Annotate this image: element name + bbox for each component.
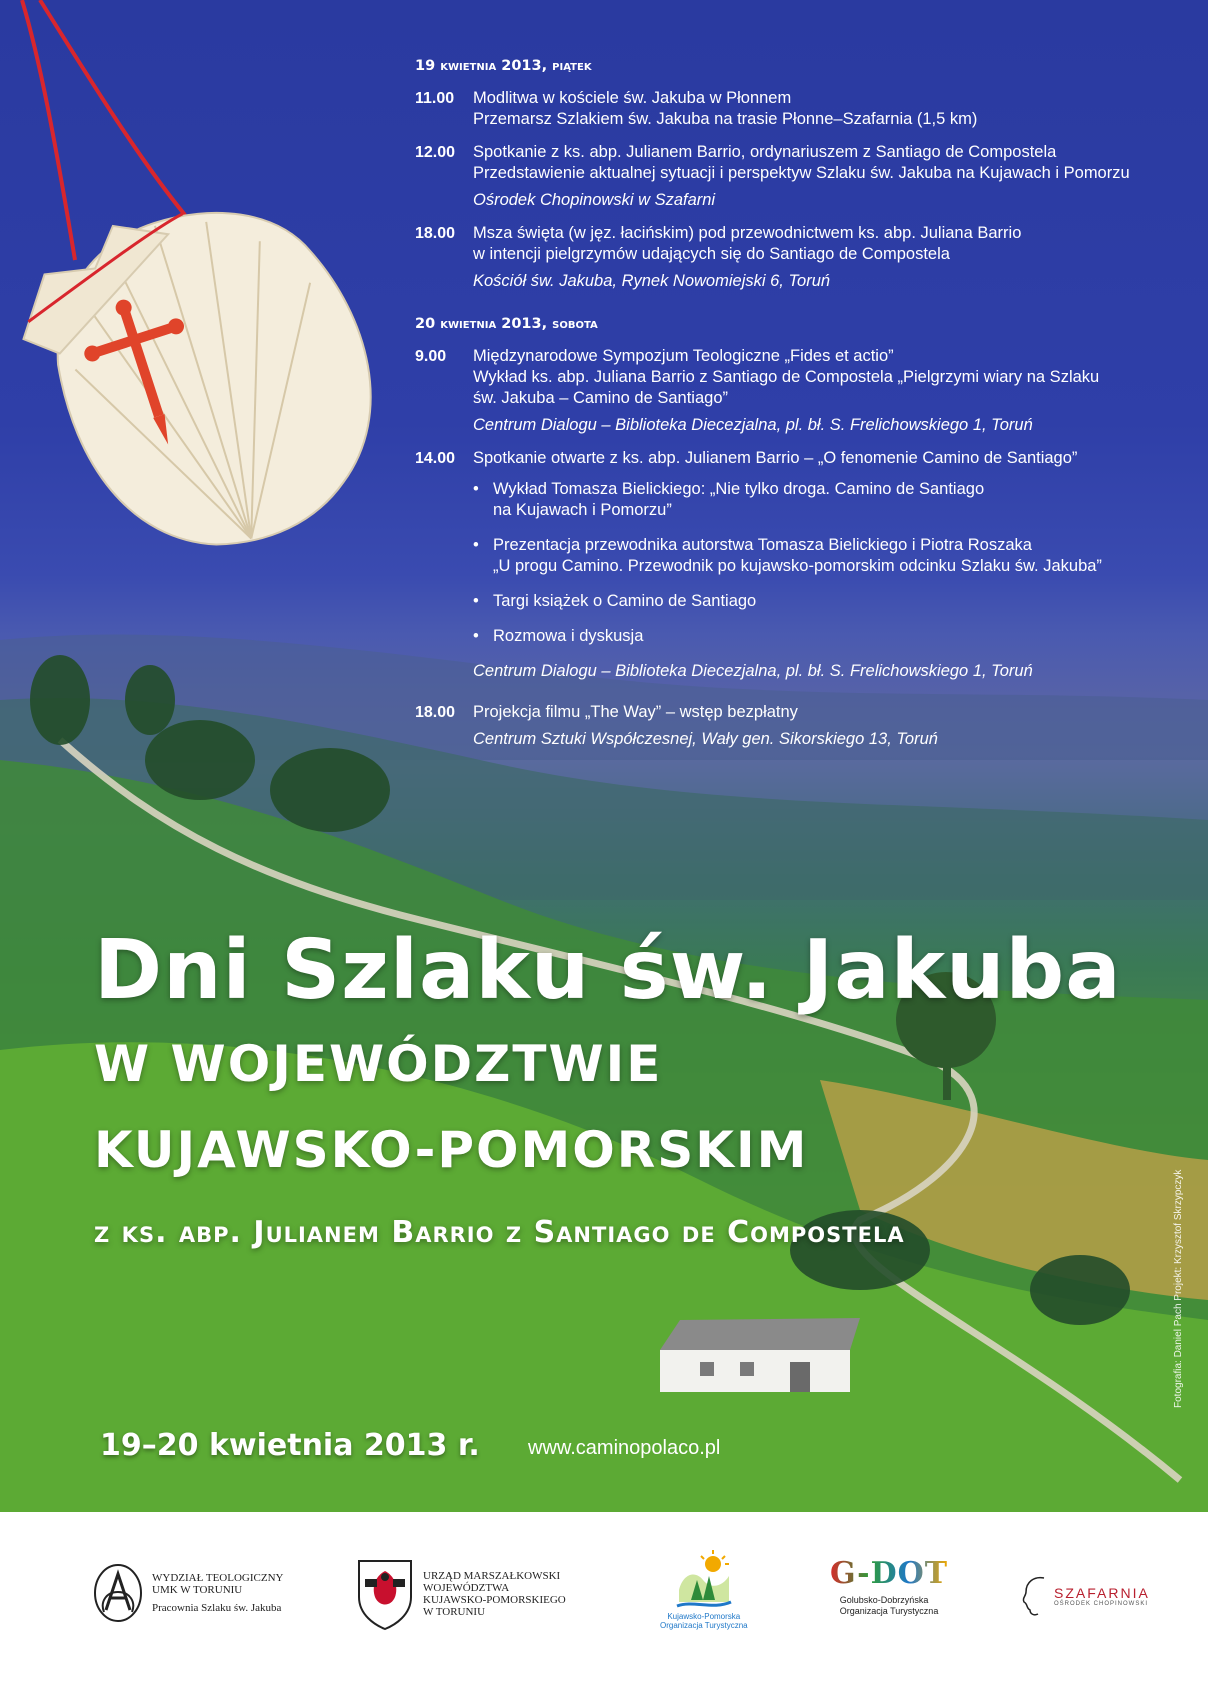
event-time: 18.00	[415, 704, 456, 721]
logo-szafarnia	[1020, 1574, 1150, 1618]
title-line-1: Dni Szlaku św. Jakuba	[94, 923, 1122, 1018]
bullet-line: • Targi książek o Camino de Santiago	[493, 592, 757, 610]
logo-urzad-line: URZĄD MARSZAŁKOWSKI	[423, 1570, 561, 1582]
logo-urzad-line: KUJAWSKO-POMORSKIEGO	[423, 1594, 566, 1606]
logo-szafarnia-line: OŚRODEK CHOPINOWSKI	[1054, 1601, 1149, 1607]
event-time: 11.00	[415, 90, 455, 107]
sun-trees-icon	[673, 1550, 735, 1610]
photo-credit: Fotografia: Daniel Pach Projekt: Krzysztof Skrzypczyk	[1173, 1169, 1184, 1408]
event-place: Kościół św. Jakuba, Rynek Nowomiejski 6, Toruń	[473, 272, 831, 290]
event-5	[415, 448, 1175, 682]
event-line: Przemarsz Szlakiem św. Jakuba na trasie Płonne–Szafarnia (1,5 km)	[473, 110, 978, 128]
event-1	[415, 88, 1175, 130]
event-line: Spotkanie z ks. abp. Julianem Barrio, ordynariuszem z Santiago de Compostela	[473, 143, 1057, 161]
event-line: Spotkanie otwarte z ks. abp. Julianem Barrio – „O fenomenie Camino de Santiago”	[473, 449, 1078, 467]
scallop-shell	[0, 164, 410, 590]
event-place: Ośrodek Chopinowski w Szafarni	[473, 191, 716, 209]
bullet-line: • Rozmowa i dyskusja	[493, 627, 644, 645]
event-line: Msza święta (w jęz. łacińskim) pod przewodnictwem ks. abp. Juliana Barrio	[473, 224, 1022, 242]
bullet-line: na Kujawach i Pomorzu”	[493, 501, 672, 519]
bullet-line: „U progu Camino. Przewodnik po kujawsko-pomorskim odcinku Szlaku św. Jakuba”	[493, 557, 1102, 575]
website-link[interactable]: www.caminopolaco.pl	[528, 1437, 721, 1459]
event-time: 14.00	[415, 450, 456, 467]
logo-kpot	[660, 1550, 748, 1630]
event-line: św. Jakuba – Camino de Santiago”	[473, 389, 728, 407]
schedule	[415, 58, 1175, 762]
event-line: Projekcja filmu „The Way” – wstęp bezpłatny	[473, 703, 798, 721]
alpha-omega-icon	[92, 1562, 144, 1624]
logo-kpot-line: Organizacja Turystyczna	[660, 1621, 748, 1630]
event-place: Centrum Sztuki Współczesnej, Wały gen. Sikorskiego 13, Toruń	[473, 730, 938, 748]
coat-of-arms-icon	[355, 1557, 415, 1631]
logo-gdot-wordmark: G-DOT	[830, 1556, 949, 1591]
logo-szafarnia-wordmark: SZAFARNIA	[1054, 1585, 1150, 1601]
sponsor-logos	[0, 1512, 1208, 1683]
event-line: Międzynarodowe Sympozjum Teologiczne „Fides et actio”	[473, 347, 894, 365]
logo-urzad-line: WOJEWÓDZTWA	[423, 1582, 510, 1594]
day-heading-2: 20 kwietnia 2013, sobota	[415, 316, 598, 332]
event-line: Wykład ks. abp. Juliana Barrio z Santiago de Compostela „Pielgrzymi wiary na Szlaku	[473, 368, 1100, 386]
bullet-item	[473, 591, 1175, 612]
logo-urzad	[355, 1557, 566, 1631]
logo-gdot	[830, 1556, 948, 1617]
logo-urzad-line: W TORUNIU	[423, 1606, 486, 1618]
event-3	[415, 223, 1175, 292]
bullet-item	[473, 535, 1175, 577]
logo-gdot-line: Organizacja Turystyczna	[839, 1606, 939, 1616]
event-line: w intencji pielgrzymów udających się do Santiago de Compostela	[473, 245, 950, 263]
event-time: 12.00	[415, 144, 456, 161]
poster-title	[94, 925, 1122, 1253]
event-line: Przedstawienie aktualnej sytuacji i perspektyw Szlaku św. Jakuba na Kujawach i Pomorzu	[473, 164, 1130, 182]
farmhouse-shape	[660, 1318, 860, 1392]
bullet-item	[473, 626, 1175, 647]
event-6	[415, 702, 1175, 750]
bullet-item	[473, 479, 1175, 521]
bullet-line: • Wykład Tomasza Bielickiego: „Nie tylko droga. Camino de Santiago	[493, 480, 985, 498]
profile-silhouette-icon	[1020, 1574, 1050, 1618]
title-line-2: W WOJEWÓDZTWIE	[94, 1035, 663, 1093]
event-place: Centrum Dialogu – Biblioteka Diecezjalna, pl. bł. S. Frelichowskiego 1, Toruń	[473, 416, 1033, 434]
logo-kpot-line: Kujawsko-Pomorska	[667, 1612, 741, 1621]
bullet-line: • Prezentacja przewodnika autorstwa Tomasza Bielickiego i Piotra Roszaka	[493, 536, 1032, 554]
event-line: Modlitwa w kościele św. Jakuba w Płonnem	[473, 89, 792, 107]
logo-umk-line: UMK W TORUNIU	[152, 1584, 243, 1596]
event-place: Centrum Dialogu – Biblioteka Diecezjalna, pl. bł. S. Frelichowskiego 1, Toruń	[473, 662, 1033, 680]
subtitle: z ks. abp. Julianem Barrio z Santiago de Compostela	[94, 1215, 905, 1250]
event-4	[415, 346, 1175, 436]
event-time: 9.00	[415, 348, 447, 365]
event-2	[415, 142, 1175, 211]
day-heading-1: 19 kwietnia 2013, piątek	[415, 58, 592, 74]
event-time: 18.00	[415, 225, 456, 242]
logo-umk-line: Pracownia Szlaku św. Jakuba	[152, 1602, 282, 1614]
title-line-3: KUJAWSKO-POMORSKIM	[94, 1121, 809, 1179]
event-date: 19–20 kwietnia 2013 r.	[100, 1428, 480, 1463]
logo-umk	[92, 1562, 283, 1624]
logo-umk-line: WYDZIAŁ TEOLOGICZNY	[152, 1572, 284, 1584]
logo-gdot-line: Golubsko-Dobrzyńska	[839, 1595, 929, 1605]
event-bullets	[473, 479, 1175, 647]
